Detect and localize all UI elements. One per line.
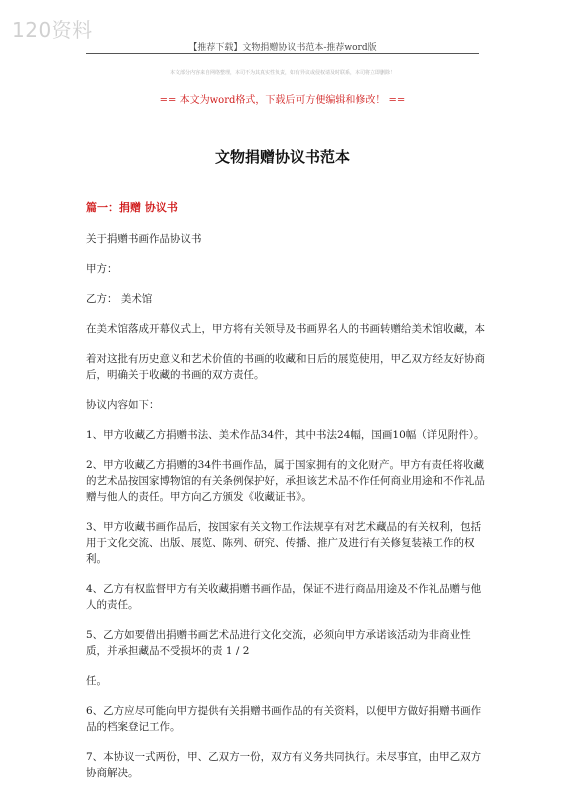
paragraph: 在美术馆落成开幕仪式上，甲方将有关领导及书画界名人的书画转赠给美术馆收藏，本 [86,323,485,335]
watermark-logo: 120资料 [12,18,93,42]
paragraph: 甲方： [86,263,118,275]
disclaimer-text: 本文部分内容来自网络整理，本司不为其真实性负责，如有异议或侵权请及时联系，本司将立即删除！ [169,70,395,76]
document-title: 文物捐赠协议书范本 [214,148,350,166]
paragraph: 乙方： 美术馆 [86,293,153,305]
paragraph: 1、甲方收藏乙方捐赠书法、美术作品34件，其中书法24幅，国画10幅（详见附件）。 [86,429,485,441]
paragraph: 协议内容如下： [86,399,160,411]
document-body [86,200,488,795]
paragraph: 4、乙方有权监督甲方有关收藏捐赠书画作品，保证不进行商品用途及不作礼品赠与他人的责任。 [86,583,482,611]
paragraph: 2、甲方收藏乙方捐赠的34件书画作品，属于国家拥有的文化财产。甲方有责任将收藏的艺术品按国家博物馆的有关条例保护好，承担该艺术品不作任何商业用途和不作礼品赠与他人的责任。甲方向乙方颁发《收藏证书》。 [86,459,485,503]
page-header-title: 【推荐下载】文物捐赠协议书范本-推荐word版 [188,43,377,53]
paragraph: 5、乙方如要借出捐赠书画艺术品进行文化交流，必须向甲方承诺该活动为非商业性质，并承担藏品不受损坏的责 1 / 2 [86,629,471,657]
paragraph: 着对这批有历史意义和艺术价值的书画的收藏和日后的展览使用，甲乙双方经友好协商后，明确关于收藏的书画的双方责任。 [86,353,485,381]
format-notice: == 本文为word格式，下载后可方便编辑和修改！ == [159,95,406,106]
section-heading: 篇一：捐赠 协议书 [86,201,178,214]
paragraph: 7、本协议一式两份，甲、乙双方一份，双方有义务共同执行。未尽事宜，由甲乙双方协商解决。 [86,751,482,779]
paragraph: 3、甲方收藏书画作品后，按国家有关文物工作法规享有对艺术藏品的有关权利，包括用于文化交流、出版、展览、陈列、研究、传播、推广及进行有关修复装裱工作的权利。 [86,521,482,565]
header-divider [86,53,479,54]
paragraph: 关于捐赠书画作品协议书 [86,233,202,245]
paragraph: 6、乙方应尽可能向甲方提供有关捐赠书画作品的有关资料，以便甲方做好捐赠书画作品的档案登记工作。 [86,705,482,733]
paragraph: 任。 [86,675,107,687]
